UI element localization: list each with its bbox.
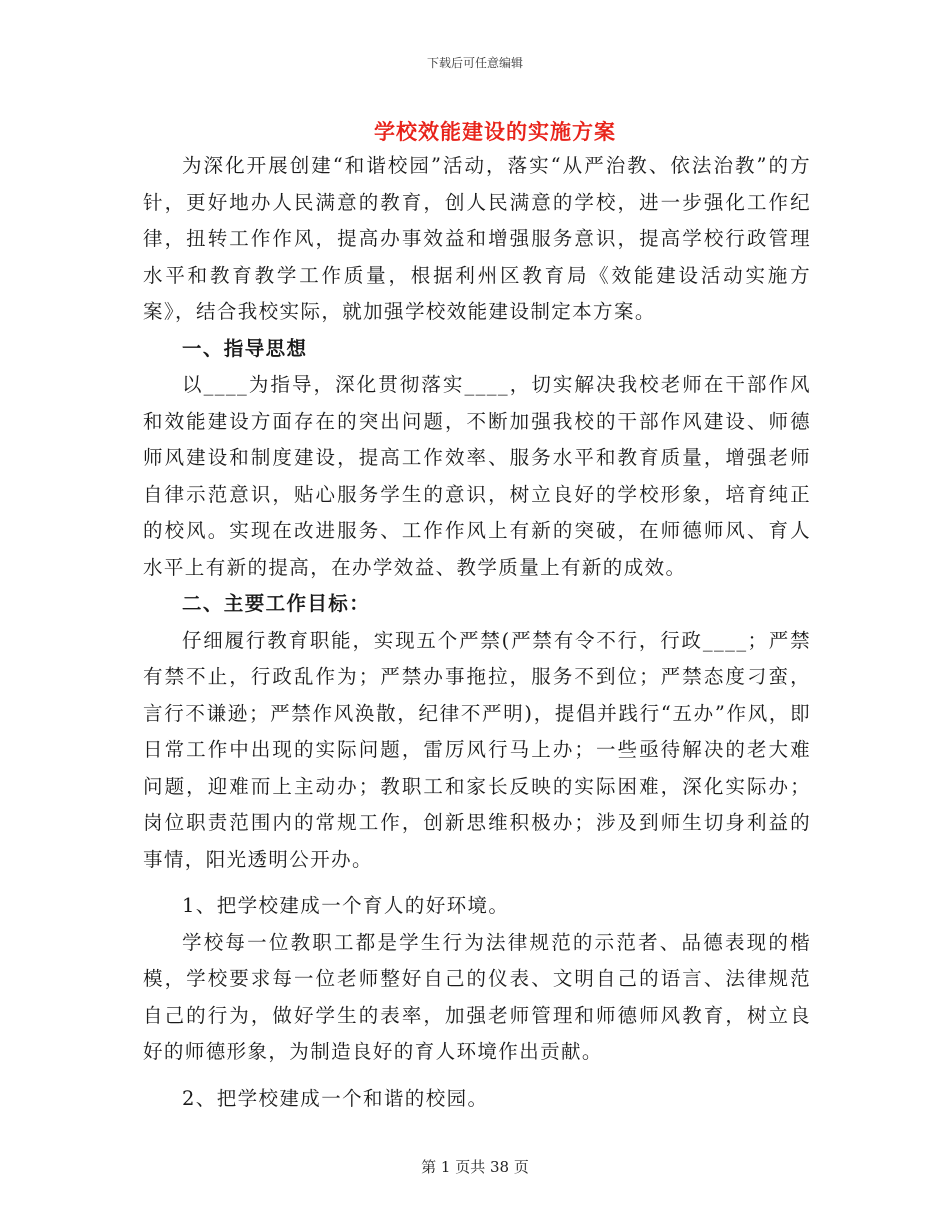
- item-1-heading: 1、把学校建成一个育人的好环境。: [182, 894, 510, 917]
- main-goals-paragraph: 仔细履行教育职能，实现五个严禁(严禁有令不行，行政____；严禁有禁不止，行政乱作为；严禁办事拖拉，服务不到位；严禁态度刁蛮，言行不谦逊；严禁作风涣散，纪律不严明)，提倡并践行“五办”作风，即日常工作中出现的实际问题，雷厉风行马上办；一些亟待解决的老大难问题，迎难而上主动办；教职工和家长反映的实际困难，深化实际办；岗位职责范围内的常规工作，创新思维积极办；涉及到师生切身利益的事情，阳光透明公开办。: [143, 628, 811, 871]
- section-heading-main-goals: 二、主要工作目标：: [182, 592, 371, 615]
- item-1-paragraph: 学校每一位教职工都是学生行为法律规范的示范者、品德表现的楷模，学校要求每一位老师整好自己的仪表、文明自己的语言、法律规范自己的行为，做好学生的表率，加强老师管理和师德师风教育，树立良好的师德形象，为制造良好的育人环境作出贡献。: [143, 930, 811, 1063]
- item-2-heading: 2、把学校建成一个和谐的校园。: [182, 1086, 489, 1110]
- page-number-footer: 第 1 页共 38 页: [421, 1158, 529, 1176]
- header-note: 下载后可任意编辑: [426, 56, 523, 70]
- document-body: [143, 148, 811, 1117]
- section-heading-guiding-ideology: 一、指导思想: [182, 336, 308, 360]
- intro-paragraph: 为深化开展创建“和谐校园”活动，落实“从严治教、依法治教”的方针，更好地办人民满意的教育，创人民满意的学校，进一步强化工作纪律，扭转工作作风，提高办事效益和增强服务意识，提高学校行政管理水平和教育教学工作质量，根据利州区教育局《效能建设活动实施方案》，结合我校实际，就加强学校效能建设制定本方案。: [143, 154, 811, 323]
- document-title: 学校效能建设的实施方案: [374, 119, 616, 144]
- guiding-ideology-paragraph: 以____为指导，深化贯彻落实____，切实解决我校老师在干部作风和效能建设方面存在的突出问题，不断加强我校的干部作风建设、师德师风建设和制度建设，提高工作效率、服务水平和教育质量，增强老师自律示范意识，贴心服务学生的意识，树立良好的学校形象，培育纯正的校风。实现在改进服务、工作作风上有新的突破，在师德师风、育人水平上有新的提高，在办学效益、教学质量上有新的成效。: [143, 373, 811, 579]
